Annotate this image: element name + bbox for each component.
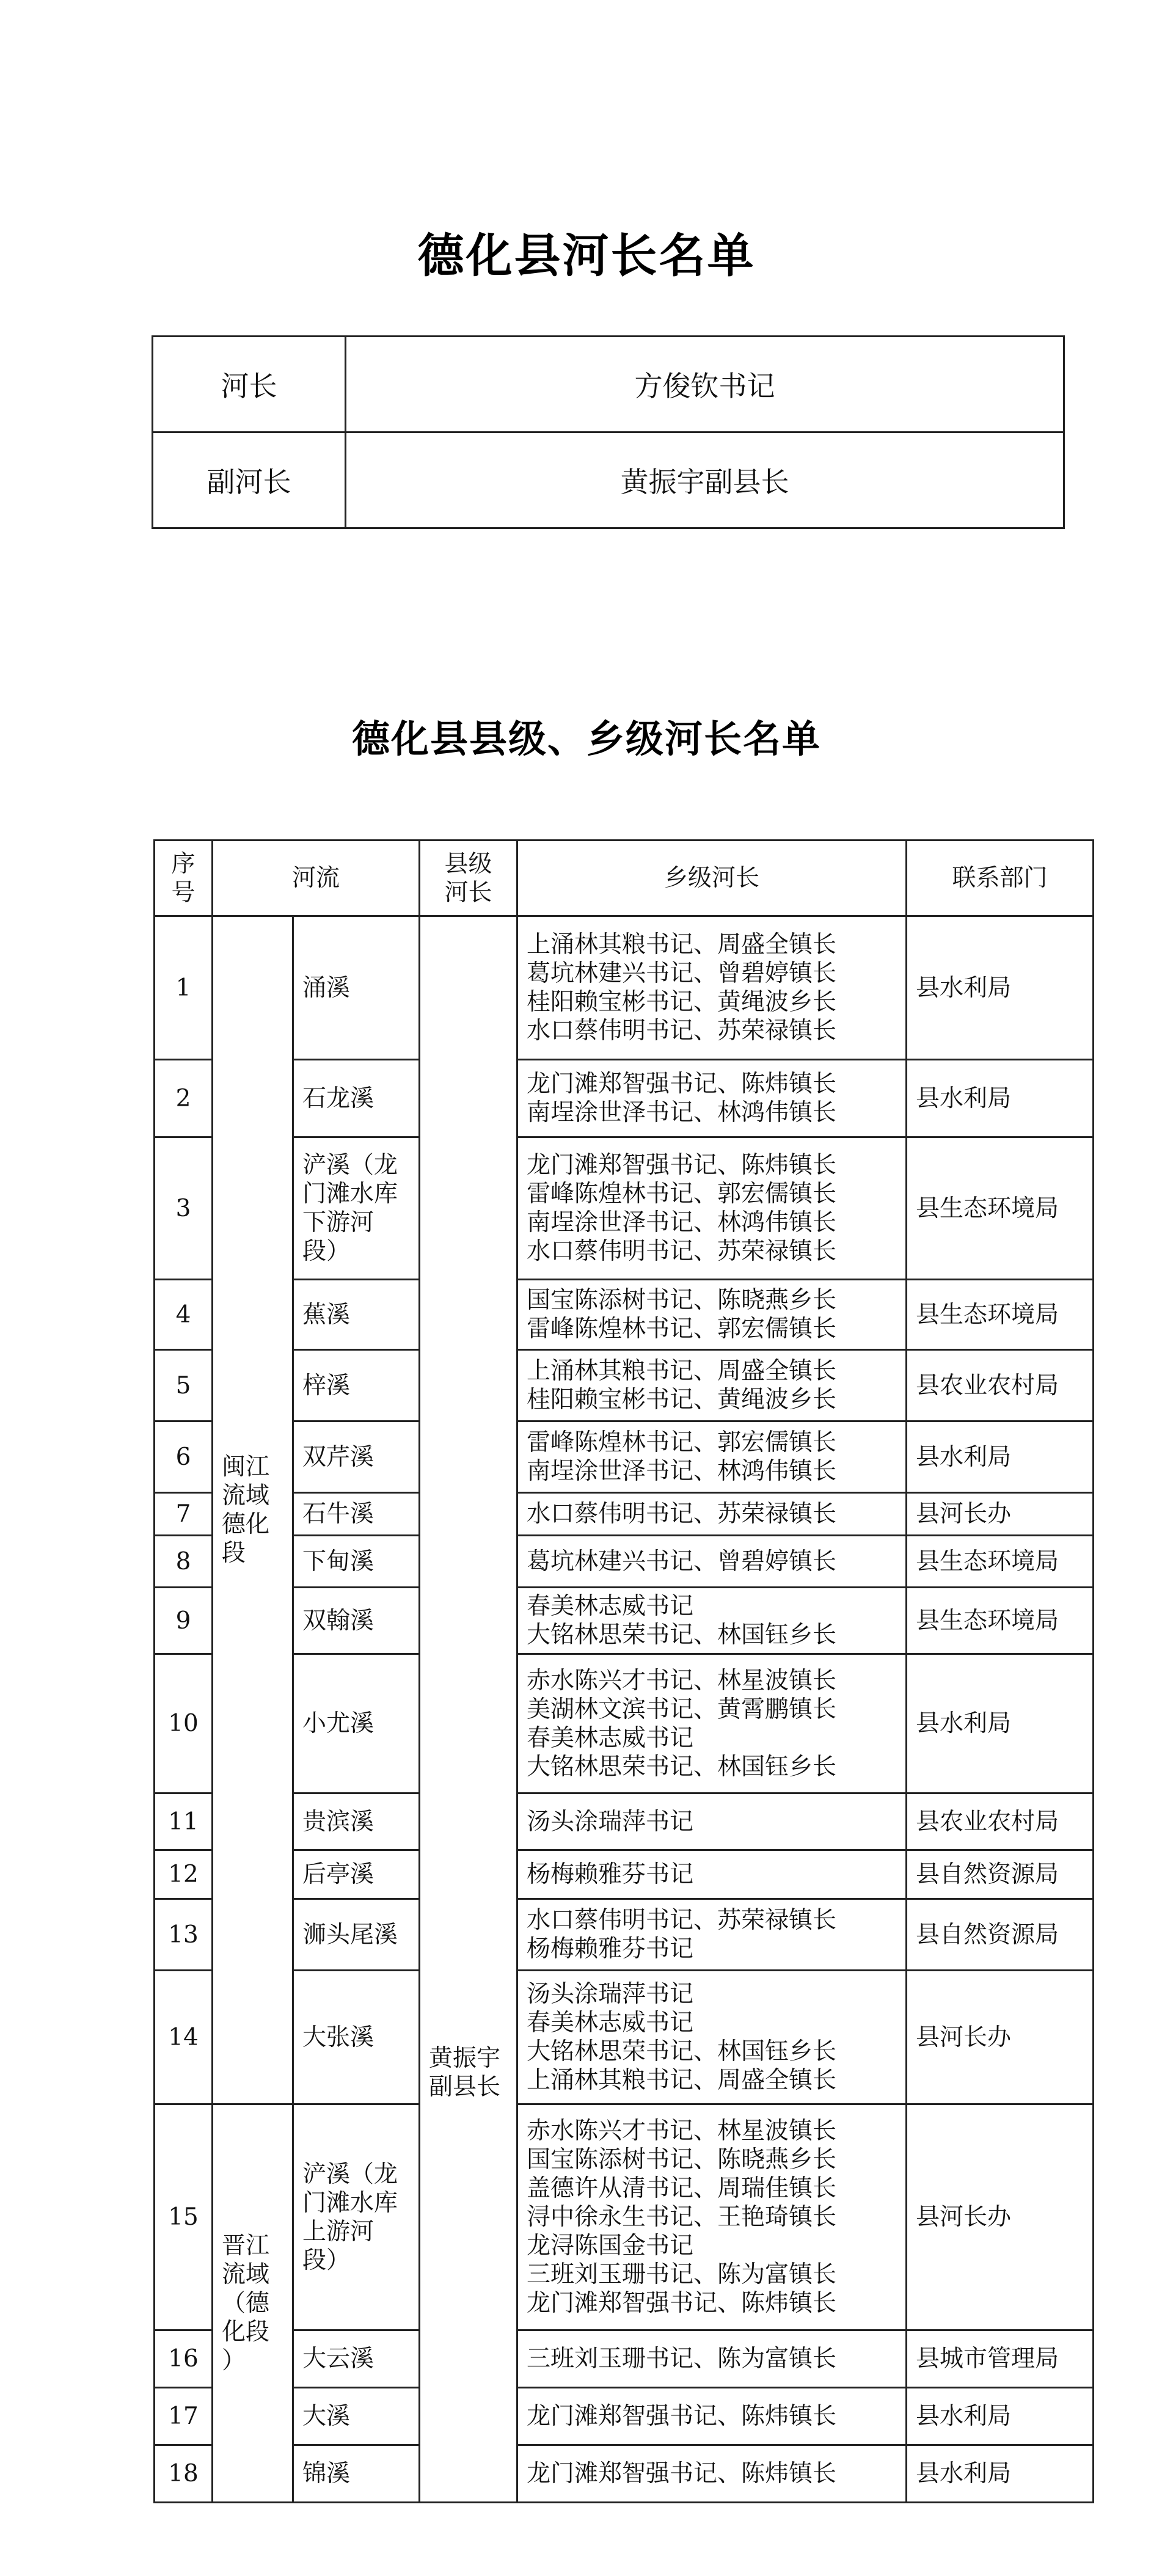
township-chief-line: 雷峰陈煌林书记、郭宏儒镇长 [527,1180,837,1208]
contact-dept: 县水利局 [907,2445,1094,2503]
river-name [293,1793,420,1850]
section-title: 德化县县级、乡级河长名单 [351,717,821,761]
contact-dept: 县水利局 [907,1654,1094,1793]
township-chief-line: 国宝陈添树书记、陈晓燕乡长 [527,2146,837,2173]
township-chief-line: 水口蔡伟明书记、苏荣禄镇长 [527,1500,837,1528]
township-chief-line: 赤水陈兴才书记、林星波镇长 [527,2117,837,2145]
township-chief-line: 葛坑林建兴书记、曾碧婷镇长 [527,1547,837,1575]
row-number: 6 [155,1421,213,1493]
row-number: 3 [155,1137,213,1280]
river-name [293,1060,420,1137]
row-number: 1 [155,916,213,1060]
township-chiefs [517,1060,907,1137]
river-name-line: 大云溪 [302,2345,375,2373]
contact-dept: 县河长办 [907,1971,1094,2104]
river-name [293,1493,420,1536]
township-chiefs [517,2388,907,2445]
river-name-line: 大溪 [302,2403,351,2430]
row-number: 13 [155,1899,213,1971]
basin-name-line: 流域 [222,2261,270,2288]
township-chiefs [517,1654,907,1793]
table-row [155,1588,1094,1654]
township-chiefs [517,1850,907,1899]
river-name-line: 双翰溪 [302,1607,375,1635]
header-seq [155,841,213,916]
river-name-line: 段） [302,1238,351,1265]
table-row [155,1280,1094,1350]
header-seq-line: 序 [171,850,196,878]
township-chief-line: 桂阳赖宝彬书记、黄绳波乡长 [527,988,837,1016]
township-chief-line: 上涌林其粮书记、周盛全镇长 [527,931,837,958]
river-name-line: 下游河 [302,1209,375,1236]
table-header-row [155,841,1094,916]
contact-dept: 县水利局 [907,2388,1094,2445]
basin-name-line: 德化 [222,1511,270,1538]
river-name-line: 石龙溪 [302,1084,375,1112]
chief-label: 河长 [153,337,346,432]
township-chief-line: 国宝陈添树书记、陈晓燕乡长 [527,1286,837,1314]
township-chiefs [517,1971,907,2104]
township-chief-line: 葛坑林建兴书记、曾碧婷镇长 [527,960,837,987]
river-name-line: 浉头尾溪 [302,1921,398,1949]
township-chief-line: 杨梅赖雅芬书记 [527,1861,694,1888]
contact-dept: 县农业农村局 [907,1350,1094,1421]
township-chief-line: 龙门滩郑智强书记、陈炜镇长 [527,1151,837,1179]
contact-dept: 县生态环境局 [907,1536,1094,1588]
river-name [293,1899,420,1971]
contact-dept: 县水利局 [907,1060,1094,1137]
row-number: 9 [155,1588,213,1654]
table-row [155,1350,1094,1421]
table-row [155,1060,1094,1137]
table-row [155,2104,1094,2330]
basin-name-line: 晋江 [222,2232,270,2260]
river-name-line: 大张溪 [302,2023,375,2051]
table-row [155,1850,1094,1899]
river-name [293,1850,420,1899]
township-chiefs [517,2330,907,2388]
row-number: 5 [155,1350,213,1421]
table-row [153,432,1064,528]
basin-name-line: 化段 [222,2318,270,2346]
township-chiefs [517,1137,907,1280]
header-township-chief: 乡级河长 [517,841,907,916]
row-number: 11 [155,1793,213,1850]
contact-dept: 县生态环境局 [907,1588,1094,1654]
row-number: 15 [155,2104,213,2330]
river-name [293,1971,420,2104]
river-name-line: 段） [302,2246,351,2274]
contact-dept: 县农业农村局 [907,1793,1094,1850]
township-chief-line: 春美林志威书记 [527,1724,694,1752]
township-chiefs [517,1421,907,1493]
township-chief-line: 三班刘玉珊书记、陈为富镇长 [527,2345,837,2373]
table-row [155,2445,1094,2503]
township-chief-line: 盖德许从清书记、周瑞佳镇长 [527,2175,837,2202]
basin-name-line: ） [222,2347,246,2374]
township-chiefs [517,1493,907,1536]
basin-name-line: 段 [222,1539,246,1567]
river-name-line: 浐溪（龙 [302,2160,398,2188]
river-name [293,2388,420,2445]
contact-dept: 县水利局 [907,1421,1094,1493]
table-row [155,1536,1094,1588]
county-chief-line: 副县长 [429,2073,501,2101]
contact-dept: 县河长办 [907,1493,1094,1536]
river-name-line: 后亭溪 [302,1861,375,1888]
basin-cell [213,2104,293,2503]
table-row [155,2330,1094,2388]
contact-dept: 县水利局 [907,916,1094,1060]
township-chiefs [517,1350,907,1421]
township-chiefs [517,1899,907,1971]
township-chief-line: 三班刘玉珊书记、陈为富镇长 [527,2261,837,2288]
deputy-chief-label: 副河长 [153,432,346,528]
county-chief-line: 黄振宇 [429,2045,501,2072]
row-number: 12 [155,1850,213,1899]
township-chief-line: 大铭林思荣书记、林国钰乡长 [527,2038,837,2065]
river-name-line: 双芹溪 [302,1443,375,1471]
township-chiefs [517,916,907,1060]
table-row [155,2388,1094,2445]
township-chief-line: 大铭林思荣书记、林国钰乡长 [527,1621,837,1649]
river-name [293,1280,420,1350]
township-chief-line: 龙门滩郑智强书记、陈炜镇长 [527,2460,837,2487]
river-name [293,916,420,1060]
header-river: 河流 [213,841,420,916]
township-chief-line: 水口蔡伟明书记、苏荣禄镇长 [527,1906,837,1934]
township-chiefs [517,1536,907,1588]
township-chief-line: 龙门滩郑智强书记、陈炜镇长 [527,2290,837,2317]
township-chief-line: 龙门滩郑智强书记、陈炜镇长 [527,2403,837,2430]
river-name-line: 石牛溪 [302,1500,375,1528]
header-county-chief-line: 县级 [444,850,492,878]
township-chief-line: 雷峰陈煌林书记、郭宏儒镇长 [527,1429,837,1456]
table-row [155,1971,1094,2104]
township-chief-line: 上涌林其粮书记、周盛全镇长 [527,1357,837,1385]
contact-dept: 县自然资源局 [907,1899,1094,1971]
township-chief-line: 桂阳赖宝彬书记、黄绳波乡长 [527,1386,837,1414]
river-name-line: 门滩水库 [302,2189,398,2217]
row-number: 4 [155,1280,213,1350]
township-chiefs [517,1793,907,1850]
table-row [155,1421,1094,1493]
basin-name-line: 流域 [222,1482,270,1509]
river-name-line: 涌溪 [302,974,351,1002]
table-row [155,1899,1094,1971]
river-name [293,2330,420,2388]
river-name [293,2104,420,2330]
contact-dept: 县生态环境局 [907,1280,1094,1350]
row-number: 17 [155,2388,213,2445]
header-county-chief [420,841,517,916]
table-row [155,1793,1094,1850]
township-chiefs [517,2445,907,2503]
township-chief-line: 水口蔡伟明书记、苏荣禄镇长 [527,1238,837,1265]
township-chief-line: 杨梅赖雅芬书记 [527,1935,694,1963]
row-number: 16 [155,2330,213,2388]
township-chief-line: 汤头涂瑞萍书记 [527,1980,694,2008]
header-dept: 联系部门 [907,841,1094,916]
township-chief-line: 大铭林思荣书记、林国钰乡长 [527,1753,837,1781]
row-number: 7 [155,1493,213,1536]
township-chief-line: 南埕涂世泽书记、林鸿伟镇长 [527,1209,837,1236]
township-chief-line: 南埕涂世泽书记、林鸿伟镇长 [527,1458,837,1485]
river-name-line: 梓溪 [302,1371,351,1399]
page-title: 德化县河长名单 [417,228,756,283]
river-name-line: 门滩水库 [302,1180,398,1208]
row-number: 2 [155,1060,213,1137]
river-name [293,2445,420,2503]
township-chief-line: 春美林志威书记 [527,1593,694,1620]
township-chief-line: 水口蔡伟明书记、苏荣禄镇长 [527,1017,837,1045]
township-chief-line: 龙门滩郑智强书记、陈炜镇长 [527,1070,837,1098]
river-name [293,1350,420,1421]
river-name [293,1421,420,1493]
river-name [293,1536,420,1588]
township-chief-line: 赤水陈兴才书记、林星波镇长 [527,1666,837,1695]
river-name [293,1654,420,1793]
row-number: 14 [155,1971,213,2104]
contact-dept: 县生态环境局 [907,1137,1094,1280]
township-chief-line: 龙浔陈国金书记 [527,2232,694,2260]
basin-name-line: （德 [222,2290,270,2317]
river-name-line: 蕉溪 [302,1301,351,1329]
river-name-line: 浐溪（龙 [302,1151,398,1179]
table-row [155,1654,1094,1793]
river-name-line: 上游河 [302,2217,375,2246]
township-chief-line: 上涌林其粮书记、周盛全镇长 [527,2067,837,2094]
row-number: 10 [155,1654,213,1793]
contact-dept: 县自然资源局 [907,1850,1094,1899]
header-seq-line: 号 [171,878,196,907]
river-name-line: 小尤溪 [302,1710,375,1737]
row-number: 18 [155,2445,213,2503]
township-chiefs [517,1280,907,1350]
township-chief-line: 南埕涂世泽书记、林鸿伟镇长 [527,1099,837,1126]
township-chief-line: 浔中徐永生书记、王艳琦镇长 [527,2203,837,2231]
river-name-line: 下甸溪 [302,1547,375,1575]
township-chief-line: 汤头涂瑞萍书记 [527,1808,694,1836]
table-row [153,337,1064,432]
township-chief-line: 春美林志威书记 [527,2009,694,2037]
river-chief-table [152,335,1065,529]
township-chiefs [517,2104,907,2330]
table-row [155,1137,1094,1280]
header-county-chief-line: 河长 [444,878,492,907]
basin-name-line: 闽江 [222,1453,270,1481]
river-name-line: 锦溪 [302,2460,351,2487]
county-township-chief-table [153,839,1094,2503]
contact-dept: 县城市管理局 [907,2330,1094,2388]
table-row [155,916,1094,1060]
county-chief-cell [420,916,517,2503]
river-name-line: 贵滨溪 [302,1808,375,1836]
township-chief-line: 雷峰陈煌林书记、郭宏儒镇长 [527,1315,837,1343]
river-name [293,1588,420,1654]
deputy-chief-value: 黄振宇副县长 [346,432,1064,528]
row-number: 8 [155,1536,213,1588]
chief-value: 方俊钦书记 [346,337,1064,432]
basin-cell [213,916,293,2104]
township-chiefs [517,1588,907,1654]
river-name [293,1137,420,1280]
contact-dept: 县河长办 [907,2104,1094,2330]
table-row [155,1493,1094,1536]
township-chief-line: 美湖林文滨书记、黄霄鹏镇长 [527,1695,837,1723]
